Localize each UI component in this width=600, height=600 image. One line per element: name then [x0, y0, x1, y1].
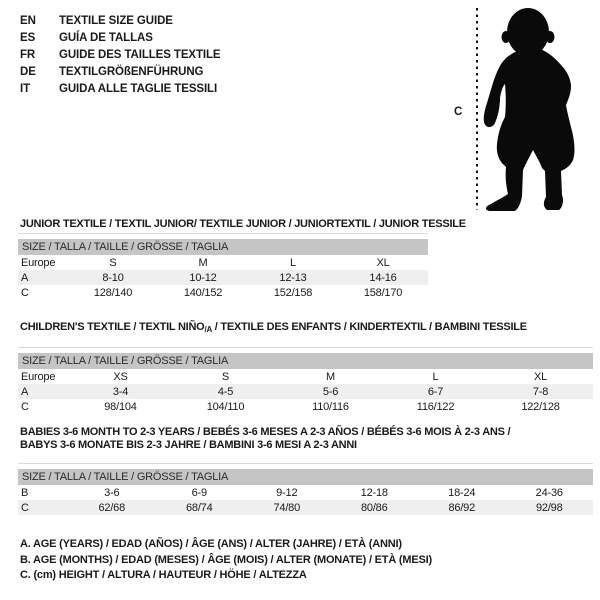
- cell: S: [221, 370, 230, 383]
- legend-line-a: A. AGE (YEARS) / EDAD (AÑOS) / ÂGE (ANS) / ALTER (JAHRE) / ETÀ (ANNI): [20, 538, 402, 550]
- lang-code: IT: [20, 83, 31, 95]
- childrens-size-table: [18, 353, 593, 414]
- cell: XL: [376, 256, 390, 269]
- cell: 158/170: [363, 286, 403, 299]
- lang-row-en: [20, 13, 221, 30]
- table-title-line1: BABIES 3-6 MONTH TO 2-3 YEARS / BEBÉS 3-6 MESES A 2-3 AÑOS / BÉBÉS 3-6 MOIS À 2-3 ANS /: [20, 426, 511, 438]
- row-label: Europe: [21, 256, 56, 269]
- language-list: [20, 13, 221, 98]
- cell: 3-6: [104, 486, 120, 499]
- cell: 110/116: [312, 400, 349, 413]
- cell: 104/110: [206, 400, 245, 413]
- cell: XL: [533, 370, 548, 383]
- cell: 12-13: [248, 270, 338, 285]
- legend-line-b: B. AGE (MONTHS) / EDAD (MESES) / ÂGE (MOIS) / ALTER (MONATE) / ETÀ (MESI): [20, 553, 432, 566]
- cell: 62/68: [68, 500, 156, 515]
- table-row: [18, 384, 593, 399]
- toddler-silhouette-icon: [481, 4, 600, 215]
- cell: 5-6: [278, 384, 383, 399]
- lang-code: EN: [20, 15, 36, 27]
- table-row: [18, 255, 428, 270]
- lang-label: TEXTILGRÖßENFÜHRUNG: [59, 66, 204, 78]
- cell: 4-5: [173, 384, 278, 399]
- cell: 152/158: [273, 286, 313, 299]
- divider: [18, 463, 593, 464]
- cell: M: [326, 370, 335, 383]
- row-label: Europe: [21, 370, 56, 383]
- cell: 9-12: [276, 486, 298, 499]
- lang-row-de: [20, 64, 221, 81]
- cell: L: [290, 256, 296, 269]
- cell: 116/122: [416, 400, 455, 413]
- cell: 68/74: [156, 500, 244, 515]
- table-row: [18, 485, 593, 500]
- table-title-line2: BABYS 3-6 MONATE BIS 2-3 JAHRE / BAMBINI 3-6 MESI A 2-3 ANNI: [20, 439, 357, 451]
- cell: 14-16: [338, 270, 428, 285]
- lang-row-es: [20, 30, 221, 47]
- size-header-bar: SIZE / TALLA / TAILLE / GRÖSSE / TAGLIA: [18, 353, 593, 369]
- cell: S: [109, 256, 117, 269]
- lang-code: DE: [20, 66, 36, 78]
- table-title: [18, 321, 593, 336]
- cell: M: [198, 256, 208, 269]
- row-label: C: [18, 500, 68, 515]
- cell: 86/92: [418, 500, 506, 515]
- cell: 3-4: [68, 384, 173, 399]
- title-subscript: /A: [204, 325, 212, 334]
- cell: 122/128: [521, 400, 560, 413]
- babies-textile-section: [18, 426, 593, 515]
- row-label: B: [21, 486, 29, 499]
- divider: [18, 233, 428, 234]
- cell: XS: [113, 370, 128, 383]
- cell: 140/152: [183, 286, 223, 299]
- junior-textile-section: [18, 218, 466, 300]
- divider: [18, 347, 593, 348]
- lang-label: GUIDE DES TAILLES TEXTILE: [59, 49, 221, 61]
- lang-code: FR: [20, 49, 36, 61]
- lang-label: TEXTILE SIZE GUIDE: [59, 15, 173, 27]
- cell: 7-8: [488, 384, 593, 399]
- table-row: [18, 270, 428, 285]
- table-row: [18, 285, 428, 300]
- childrens-textile-section: [18, 321, 593, 414]
- lang-row-fr: [20, 47, 221, 64]
- lang-row-it: [20, 81, 221, 98]
- row-label: A: [18, 384, 68, 399]
- lang-code: ES: [20, 32, 36, 44]
- legend: [20, 537, 432, 584]
- cell: 18-24: [448, 486, 476, 499]
- table-title: JUNIOR TEXTILE / TEXTIL JUNIOR/ TEXTILE JUNIOR / JUNIORTEXTIL / JUNIOR TESSILE: [20, 218, 466, 230]
- row-label: A: [18, 270, 68, 285]
- cell: 6-7: [383, 384, 488, 399]
- lang-label: GUIDA ALLE TAGLIE TESSILI: [59, 83, 218, 95]
- cell: 128/140: [93, 286, 133, 299]
- table-row: [18, 399, 593, 414]
- cell: 24-36: [535, 486, 563, 499]
- table-row: [18, 369, 593, 384]
- cell: 8-10: [68, 270, 158, 285]
- height-label: C: [454, 106, 463, 118]
- babies-size-table: [18, 469, 593, 515]
- table-row: [18, 500, 593, 515]
- cell: 80/86: [331, 500, 419, 515]
- cell: 10-12: [158, 270, 248, 285]
- title-text: / TEXTILE DES ENFANTS / KINDERTEXTIL / BAMBINI TESSILE: [211, 321, 527, 333]
- row-label: C: [21, 286, 29, 299]
- cell: 98/104: [104, 400, 137, 413]
- cell: 74/80: [243, 500, 331, 515]
- junior-size-table: [18, 239, 428, 300]
- cell: 6-9: [191, 486, 207, 499]
- height-dotted-line: [476, 8, 478, 210]
- size-header-bar: SIZE / TALLA / TAILLE / GRÖSSE / TAGLIA: [18, 469, 593, 485]
- cell: L: [432, 370, 439, 383]
- cell: 92/98: [506, 500, 594, 515]
- title-text: CHILDREN'S TEXTILE / TEXTIL NIÑO: [20, 321, 205, 333]
- lang-label: GUÍA DE TALLAS: [59, 32, 153, 44]
- legend-line-c: C. (cm) HEIGHT / ALTURA / HAUTEUR / HÖHE / ALTEZZA: [20, 569, 307, 581]
- row-label: C: [21, 400, 29, 413]
- cell: 12-18: [360, 486, 388, 499]
- size-header-bar: SIZE / TALLA / TAILLE / GRÖSSE / TAGLIA: [18, 239, 428, 255]
